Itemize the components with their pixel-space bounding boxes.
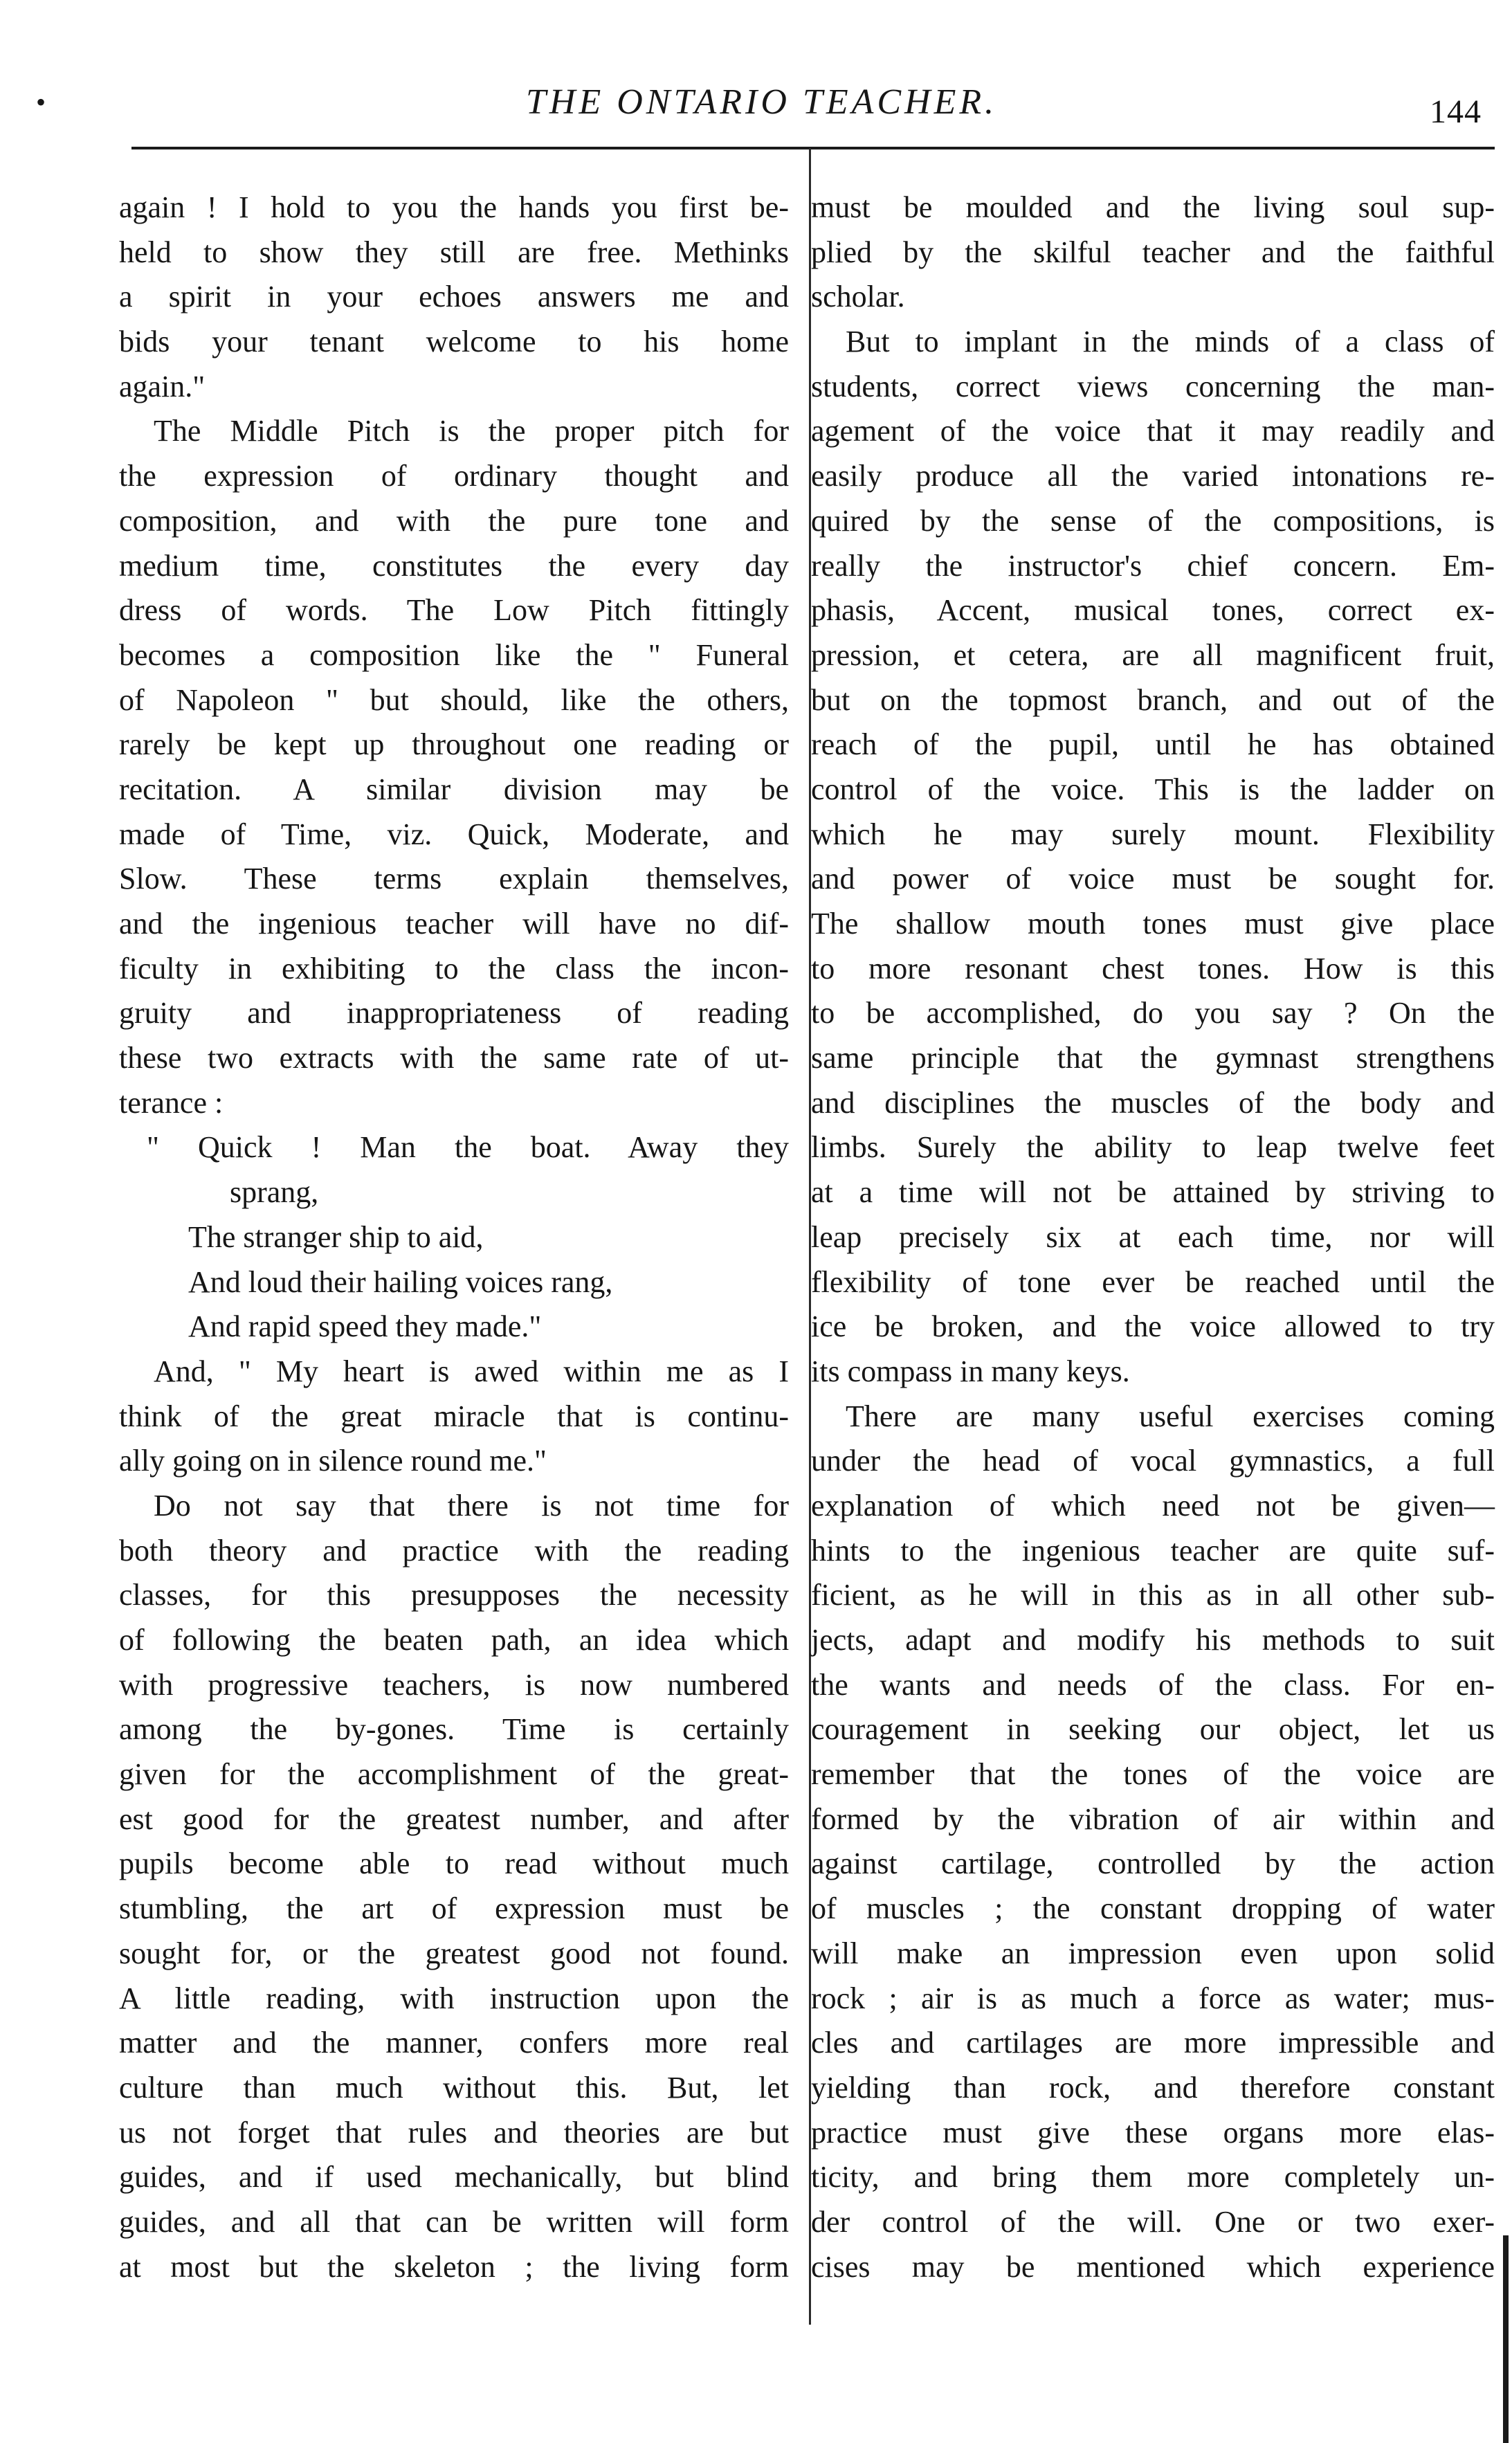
- text-line: There are many useful exercises coming: [846, 1399, 1495, 1433]
- text-line: flexibility of tone ever be reached until the: [811, 1264, 1495, 1299]
- text-line: but on the topmost branch, and out of the: [811, 682, 1495, 717]
- text-line: of muscles ; the constant dropping of water: [811, 1891, 1495, 1926]
- text-line: easily produce all the varied intonations re-: [811, 459, 1495, 493]
- text-line: practice must give these organs more elas-: [811, 2115, 1495, 2150]
- text-line: guides, and all that can be written will form: [119, 2204, 789, 2239]
- text-line: A little reading, with instruction upon the: [119, 1981, 789, 2015]
- text-line: jects, adapt and modify his methods to suit: [811, 1623, 1495, 1657]
- text-line: " Quick ! Man the boat. Away they: [147, 1130, 789, 1165]
- text-line: agement of the voice that it may readily and: [811, 414, 1495, 448]
- text-line: cises may be mentioned which experience: [811, 2249, 1495, 2284]
- text-line: again.": [119, 369, 206, 403]
- text-line: at most but the skeleton ; the living form: [119, 2249, 789, 2284]
- text-line: yielding than rock, and therefore constant: [811, 2070, 1495, 2105]
- text-line: ally going on in silence round me.": [119, 1444, 547, 1478]
- text-line: both theory and practice with the reading: [119, 1533, 789, 1568]
- text-line: limbs. Surely the ability to leap twelve feet: [811, 1130, 1495, 1165]
- text-line: to be accomplished, do you say ? On the: [811, 996, 1495, 1030]
- text-line: leap precisely six at each time, nor will: [811, 1219, 1495, 1254]
- text-line: pupils become able to read without much: [119, 1846, 789, 1881]
- text-line: to more resonant chest tones. How is this: [811, 951, 1495, 986]
- text-line: Slow. These terms explain themselves,: [119, 862, 789, 896]
- text-line: And loud their hailing voices rang,: [188, 1264, 613, 1299]
- text-line: us not forget that rules and theories are but: [119, 2115, 789, 2150]
- text-line: becomes a composition like the " Funeral: [119, 637, 789, 672]
- text-line: And rapid speed they made.": [188, 1309, 542, 1344]
- text-line: gruity and inappropriateness of reading: [119, 996, 789, 1030]
- text-line: think of the great miracle that is continu-: [119, 1399, 789, 1433]
- text-line: again ! I hold to you the hands you first be-: [119, 190, 789, 224]
- text-line: ficulty in exhibiting to the class the incon-: [119, 951, 789, 986]
- text-line: plied by the skilful teacher and the faithful: [811, 235, 1495, 269]
- text-line: these two extracts with the same rate of ut-: [119, 1041, 789, 1075]
- text-line: of Napoleon " but should, like the others,: [119, 682, 789, 717]
- text-line: and power of voice must be sought for.: [811, 862, 1495, 896]
- text-line: sprang,: [230, 1175, 319, 1210]
- text-line: bids your tenant welcome to his home: [119, 325, 789, 359]
- text-line: rock ; air is as much a force as water; mus-: [811, 1981, 1495, 2015]
- text-line: culture than much without this. But, let: [119, 2070, 789, 2105]
- text-line: ice be broken, and the voice allowed to try: [811, 1309, 1495, 1344]
- text-line: recitation. A similar division may be: [119, 772, 789, 806]
- text-line: held to show they still are free. Methinks: [119, 235, 789, 269]
- text-line: composition, and with the pure tone and: [119, 503, 789, 538]
- text-line: phasis, Accent, musical tones, correct ex-: [811, 593, 1495, 628]
- text-line: rarely be kept up throughout one reading or: [119, 727, 789, 762]
- text-line: of following the beaten path, an idea which: [119, 1623, 789, 1657]
- text-line: The stranger ship to aid,: [188, 1219, 484, 1254]
- right-column: [811, 185, 1495, 2289]
- text-line: under the head of vocal gymnastics, a full: [811, 1444, 1495, 1478]
- text-line: really the instructor's chief concern. Em-: [811, 548, 1495, 583]
- text-line: the expression of ordinary thought and: [119, 459, 789, 493]
- page-edge-mark: [1503, 2235, 1509, 2443]
- text-line: The shallow mouth tones must give place: [811, 907, 1495, 941]
- text-line: which he may surely mount. Flexibility: [811, 817, 1495, 851]
- text-line: with progressive teachers, is now numbered: [119, 1667, 789, 1702]
- text-line: students, correct views concerning the man-: [811, 369, 1495, 403]
- text-line: stumbling, the art of expression must be: [119, 1891, 789, 1926]
- printer-mark: •: [36, 87, 46, 118]
- text-line: made of Time, viz. Quick, Moderate, and: [119, 817, 789, 851]
- text-line: among the by-gones. Time is certainly: [119, 1712, 789, 1747]
- text-line: the wants and needs of the class. For en-: [811, 1667, 1495, 1702]
- text-line: ticity, and bring them more completely un-: [811, 2160, 1495, 2195]
- text-line: cles and cartilages are more impressible and: [811, 2026, 1495, 2060]
- text-line: der control of the will. One or two exer-: [811, 2204, 1495, 2239]
- text-line: same principle that the gymnast strengthens: [811, 1041, 1495, 1075]
- text-line: hints to the ingenious teacher are quite suf-: [811, 1533, 1495, 1568]
- text-line: explanation of which need not be given—: [811, 1488, 1495, 1523]
- text-line: medium time, constitutes the every day: [119, 548, 789, 583]
- text-line: reach of the pupil, until he has obtained: [811, 727, 1495, 762]
- text-line: at a time will not be attained by striving to: [811, 1175, 1495, 1210]
- text-line: dress of words. The Low Pitch fittingly: [119, 593, 789, 628]
- text-line: given for the accomplishment of the great-: [119, 1757, 789, 1792]
- text-line: matter and the manner, confers more real: [119, 2026, 789, 2060]
- left-column: [119, 185, 789, 2289]
- text-line: must be moulded and the living soul sup-: [811, 190, 1495, 224]
- text-line: ficient, as he will in this as in all other sub-: [811, 1578, 1495, 1613]
- text-line: quired by the sense of the compositions, is: [811, 503, 1495, 538]
- page-number: 144: [1430, 93, 1482, 130]
- header-rule: [131, 147, 1495, 149]
- text-line: a spirit in your echoes answers me and: [119, 280, 789, 314]
- text-line: and disciplines the muscles of the body and: [811, 1085, 1495, 1120]
- text-line: formed by the vibration of air within and: [811, 1801, 1495, 1836]
- text-line: guides, and if used mechanically, but blind: [119, 2160, 789, 2195]
- text-line: scholar.: [811, 280, 905, 314]
- text-line: Do not say that there is not time for: [154, 1488, 789, 1523]
- text-line: But to implant in the minds of a class of: [846, 325, 1495, 359]
- text-line: will make an impression even upon solid: [811, 1936, 1495, 1970]
- running-title: THE ONTARIO TEACHER.: [526, 82, 998, 122]
- text-line: its compass in many keys.: [811, 1354, 1130, 1388]
- text-line: against cartilage, controlled by the action: [811, 1846, 1495, 1881]
- text-line: est good for the greatest number, and after: [119, 1801, 789, 1836]
- text-line: couragement in seeking our object, let us: [811, 1712, 1495, 1747]
- text-line: The Middle Pitch is the proper pitch for: [154, 414, 789, 448]
- text-line: terance :: [119, 1085, 224, 1120]
- text-line: remember that the tones of the voice are: [811, 1757, 1495, 1792]
- text-line: classes, for this presupposes the necessity: [119, 1578, 789, 1613]
- text-line: And, " My heart is awed within me as I: [154, 1354, 789, 1388]
- text-line: and the ingenious teacher will have no dif-: [119, 907, 789, 941]
- text-line: pression, et cetera, are all magnificent fruit,: [811, 637, 1495, 672]
- text-line: control of the voice. This is the ladder on: [811, 772, 1495, 806]
- text-line: sought for, or the greatest good not found.: [119, 1936, 789, 1970]
